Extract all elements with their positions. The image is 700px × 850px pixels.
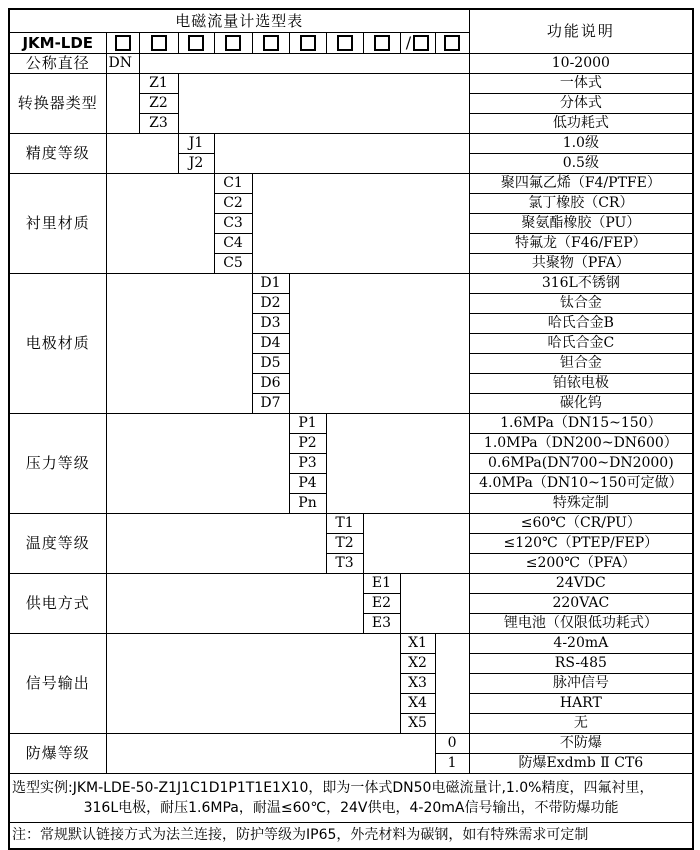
option-desc: 低功耗式: [469, 114, 693, 134]
option-code: X4: [400, 694, 435, 714]
option-code: D3: [252, 314, 289, 334]
spacer-cell: [106, 134, 178, 174]
option-desc: 一体式: [469, 74, 693, 94]
option-code: X5: [400, 714, 435, 734]
spacer-cell: [326, 414, 469, 514]
checkbox-icon[interactable]: [225, 35, 241, 51]
option-desc: 特殊定制: [469, 494, 693, 514]
category-liner-material: 衬里材质: [9, 174, 106, 274]
option-code: E1: [363, 574, 400, 594]
spacer-cell: [252, 174, 469, 274]
option-code: D7: [252, 394, 289, 414]
option-code: J1: [178, 134, 214, 154]
spacer-cell: [106, 74, 139, 134]
option-desc: HART: [469, 694, 693, 714]
option-code: P1: [289, 414, 326, 434]
model-prefix: JKM-LDE: [9, 33, 106, 54]
option-code: P3: [289, 454, 326, 474]
option-code: Z2: [139, 94, 178, 114]
option-desc: 氯丁橡胶（CR）: [469, 194, 693, 214]
selection-example: [9, 774, 693, 823]
option-desc: 钛合金: [469, 294, 693, 314]
option-desc: 共聚物（PFA）: [469, 254, 693, 274]
option-desc: 铂铱电极: [469, 374, 693, 394]
selection-example-line1: 选型实例:JKM-LDE-50-Z1J1C1D1P1T1E1X10，即为一体式DN50电磁流量计,1.0%精度，四氟衬里，: [12, 780, 654, 796]
function-column-header: 功能说明: [469, 9, 693, 54]
spacer-cell: [106, 574, 363, 634]
category-power-supply: 供电方式: [9, 574, 106, 634]
option-code: D4: [252, 334, 289, 354]
option-desc: 聚四氟乙烯（F4/PTFE）: [469, 174, 693, 194]
spacer-cell: [106, 174, 214, 274]
category-converter-type: 转换器类型: [9, 74, 106, 134]
option-code: T2: [326, 534, 363, 554]
checkbox-icon[interactable]: [413, 35, 429, 51]
checkbox-icon[interactable]: [444, 35, 460, 51]
option-desc: 10-2000: [469, 54, 693, 74]
option-desc: 0.5级: [469, 154, 693, 174]
option-desc: 哈氏合金B: [469, 314, 693, 334]
option-code: T1: [326, 514, 363, 534]
option-desc: RS-485: [469, 654, 693, 674]
option-code: X3: [400, 674, 435, 694]
model-checkbox-cell[interactable]: [435, 33, 469, 54]
model-checkbox-cell[interactable]: [252, 33, 289, 54]
option-desc: ≤200℃（PFA）: [469, 554, 693, 574]
spacer-cell: [363, 514, 469, 574]
category-explosion-proof: 防爆等级: [9, 734, 106, 774]
option-desc: 聚氨酯橡胶（PU）: [469, 214, 693, 234]
category-accuracy: 精度等级: [9, 134, 106, 174]
option-code: D2: [252, 294, 289, 314]
table-title: 电磁流量计选型表: [9, 9, 469, 33]
option-desc: 防爆Exdmb Ⅱ CT6: [469, 754, 693, 774]
option-desc: 4-20mA: [469, 634, 693, 654]
selection-table: [8, 8, 694, 850]
option-code: T3: [326, 554, 363, 574]
model-checkbox-cell[interactable]: [178, 33, 214, 54]
model-checkbox-cell[interactable]: [214, 33, 252, 54]
option-desc: 24VDC: [469, 574, 693, 594]
option-desc: 不防爆: [469, 734, 693, 754]
model-checkbox-cell[interactable]: [363, 33, 400, 54]
option-desc: 碳化钨: [469, 394, 693, 414]
option-code: D6: [252, 374, 289, 394]
option-desc: 特氟龙（F46/FEP）: [469, 234, 693, 254]
option-desc: 脉冲信号: [469, 674, 693, 694]
option-desc: 1.0MPa（DN200~DN600）: [469, 434, 693, 454]
option-code: D1: [252, 274, 289, 294]
option-desc: 锂电池（仅限低功耗式）: [469, 614, 693, 634]
option-code: C5: [214, 254, 252, 274]
option-code: C3: [214, 214, 252, 234]
spacer-cell: [106, 414, 289, 514]
checkbox-icon[interactable]: [263, 35, 279, 51]
option-code: C1: [214, 174, 252, 194]
option-code: D5: [252, 354, 289, 374]
option-code: C4: [214, 234, 252, 254]
checkbox-icon[interactable]: [337, 35, 353, 51]
spacer-cell: [289, 274, 469, 414]
checkbox-icon[interactable]: [300, 35, 316, 51]
spacer-cell: [106, 274, 252, 414]
option-code: Z1: [139, 74, 178, 94]
option-desc: 钽合金: [469, 354, 693, 374]
option-code: J2: [178, 154, 214, 174]
option-desc: 4.0MPa（DN10~150可定做）: [469, 474, 693, 494]
checkbox-icon[interactable]: [151, 35, 167, 51]
option-code: C2: [214, 194, 252, 214]
spacer-cell: [400, 574, 469, 634]
option-desc: 分体式: [469, 94, 693, 114]
category-signal-output: 信号输出: [9, 634, 106, 734]
option-desc: 无: [469, 714, 693, 734]
checkbox-icon[interactable]: [188, 35, 204, 51]
option-code: Pn: [289, 494, 326, 514]
slash-separator: /: [405, 33, 412, 53]
model-checkbox-cell[interactable]: [289, 33, 326, 54]
spacer-cell: [139, 54, 469, 74]
option-desc: 1.6MPa（DN15~150）: [469, 414, 693, 434]
option-desc: 1.0级: [469, 134, 693, 154]
option-desc: 0.6MPa(DN700~DN2000): [469, 454, 693, 474]
model-checkbox-cell[interactable]: [326, 33, 363, 54]
spacer-cell: [106, 634, 400, 734]
category-electrode-material: 电极材质: [9, 274, 106, 414]
option-code: Z3: [139, 114, 178, 134]
option-code: 0: [435, 734, 469, 754]
option-code: E2: [363, 594, 400, 614]
option-desc: ≤60℃（CR/PU）: [469, 514, 693, 534]
category-pressure: 压力等级: [9, 414, 106, 514]
option-code: X2: [400, 654, 435, 674]
model-checkbox-cell[interactable]: [139, 33, 178, 54]
checkbox-icon[interactable]: [374, 35, 390, 51]
option-code: E3: [363, 614, 400, 634]
model-checkbox-cell[interactable]: [106, 33, 139, 54]
option-code: X1: [400, 634, 435, 654]
spacer-cell: [106, 734, 435, 774]
option-code: DN: [106, 54, 139, 74]
selection-example-line2: 316L电极，耐压1.6MPa，耐温≤60℃，24V供电，4-20mA信号输出，不带防爆功能: [83, 800, 619, 816]
spacer-cell: [214, 134, 469, 174]
category-diameter: 公称直径: [9, 54, 106, 74]
option-code: P4: [289, 474, 326, 494]
option-desc: 316L不锈钢: [469, 274, 693, 294]
spacer-cell: [435, 634, 469, 734]
option-desc: ≤120℃（PTEP/FEP）: [469, 534, 693, 554]
category-temperature: 温度等级: [9, 514, 106, 574]
option-desc: 220VAC: [469, 594, 693, 614]
option-code: P2: [289, 434, 326, 454]
spacer-cell: [106, 514, 326, 574]
spacer-cell: [178, 74, 469, 134]
checkbox-icon[interactable]: [115, 35, 131, 51]
model-checkbox-cell-slash[interactable]: [400, 33, 435, 54]
option-desc: 哈氏合金C: [469, 334, 693, 354]
footnote: 注：常规默认链接方式为法兰连接，防护等级为IP65，外壳材料为碳钢，如有特殊需求可定制: [9, 823, 693, 850]
option-code: 1: [435, 754, 469, 774]
